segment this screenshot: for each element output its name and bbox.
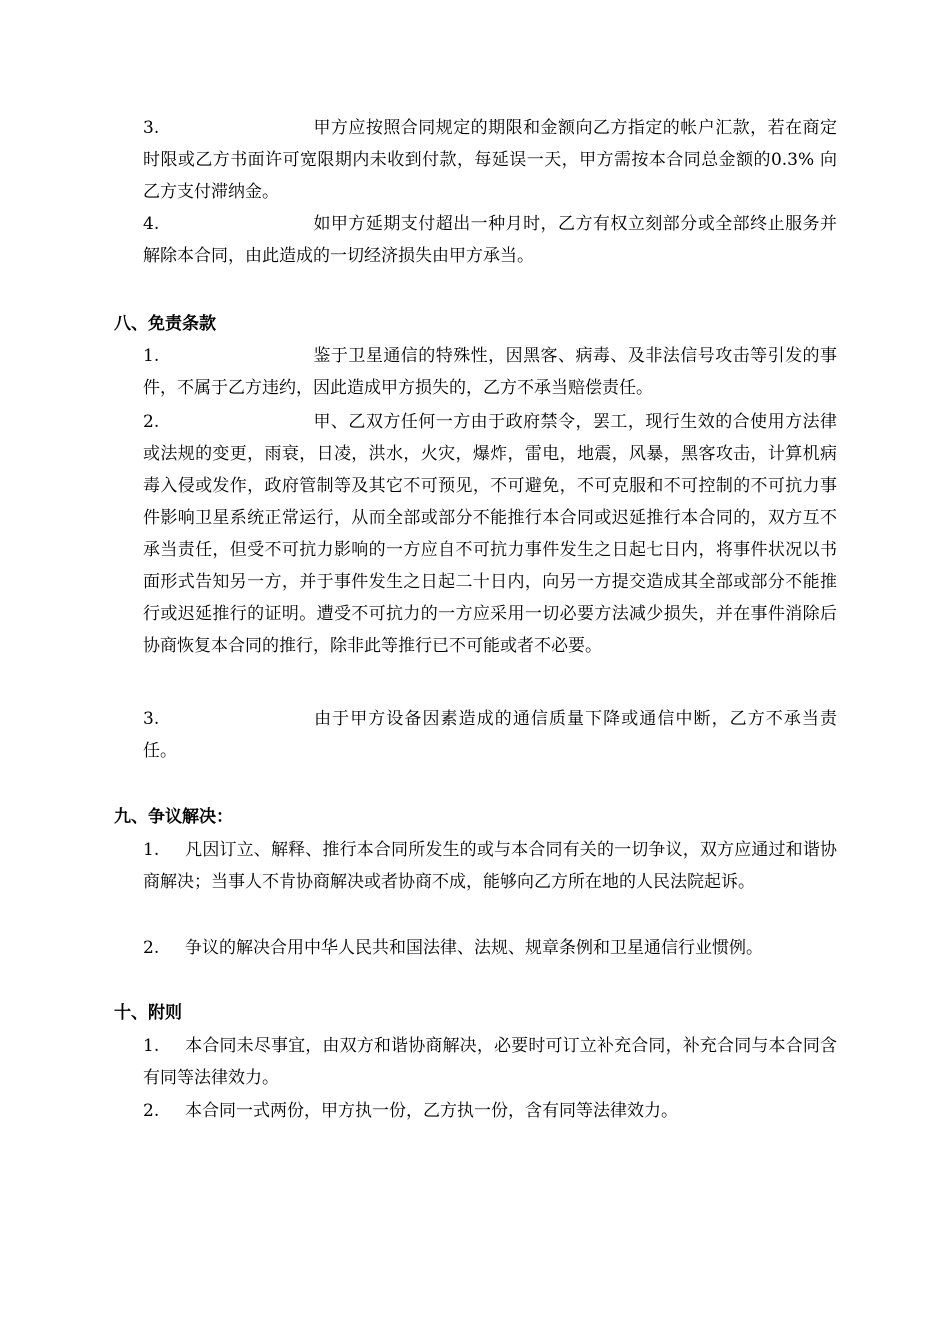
item-number: 4.	[143, 214, 160, 234]
item-text: 争议的解决合用中华人民共和国法律、法规、规章条例和卫星通信行业惯例。	[185, 938, 763, 958]
clause-item	[143, 340, 837, 404]
section-heading: 十、附则	[114, 1003, 182, 1023]
clause-item	[143, 932, 837, 964]
item-number: 1.	[143, 346, 160, 366]
clause-item	[143, 834, 837, 898]
clause-item	[143, 1030, 837, 1094]
clause-item	[143, 112, 837, 208]
item-text: 本合同一式两份，甲方执一份，乙方执一份，含有同等法律效力。	[185, 1101, 678, 1121]
item-number: 1.	[143, 1036, 160, 1056]
clause-item	[143, 703, 837, 767]
item-text: 凡因订立、解释、推行本合同所发生的或与本合同有关的一切争议，双方应通过和谐协商解决；当事人不肯协商解决或者协商不成，能够向乙方所在地的人民法院起诉。	[143, 840, 837, 892]
item-number: 3.	[143, 709, 160, 729]
item-text: 甲方应按照合同规定的期限和金额向乙方指定的帐户汇款，若在商定时限或乙方书面许可宽限期内未收到付款，每延误一天，甲方需按本合同总金额的0.3% 向乙方支付滞纳金。	[143, 118, 837, 202]
item-text: 如甲方延期支付超出一种月时，乙方有权立刻部分或全部终止服务并解除本合同，由此造成的一切经济损失由甲方承当。	[143, 214, 837, 266]
item-number: 2.	[143, 412, 160, 432]
item-number: 3.	[143, 118, 160, 138]
item-number: 1.	[143, 840, 160, 860]
item-text: 鉴于卫星通信的特殊性，因黑客、病毒、及非法信号攻击等引发的事件，不属于乙方违约，因此造成甲方损失的，乙方不承当赔偿责任。	[143, 346, 837, 398]
item-text: 本合同未尽事宜，由双方和谐协商解决，必要时可订立补充合同，补充合同与本合同含有同等法律效力。	[143, 1036, 837, 1088]
clause-item	[143, 1095, 837, 1127]
clause-item	[143, 406, 837, 662]
item-text: 由于甲方设备因素造成的通信质量下降或通信中断，乙方不承当责任。	[143, 709, 837, 761]
section-heading: 八、免责条款	[114, 314, 216, 334]
section-heading: 九、争议解决：	[114, 807, 233, 827]
item-text: 甲、乙双方任何一方由于政府禁令，罢工，现行生效的合使用方法律或法规的变更，雨衰，日凌，洪水，火灾，爆炸，雷电，地震，风暴，黑客攻击，计算机病毒入侵或发作，政府管制等及其它不可预见，不可避免，不可克服和不可控制的不可抗力事件影响卫星系统正常运行，从而全部或部分不能推行本合同或迟延推行本合同的，双方互不承当责任，但受不可抗力影响的一方应自不可抗力事件发生之日起七日内，将事件状况以书面形式告知另一方，并于事件发生之日起二十日内，向另一方提交造成其全部或部分不能推行或迟延推行的证明。遭受不可抗力的一方应采用一切必要方法减少损失，并在事件消除后协商恢复本合同的推行，除非此等推行已不可能或者不必要。	[143, 412, 837, 656]
item-number: 2.	[143, 938, 160, 958]
clause-item	[143, 208, 837, 272]
item-number: 2.	[143, 1101, 160, 1121]
